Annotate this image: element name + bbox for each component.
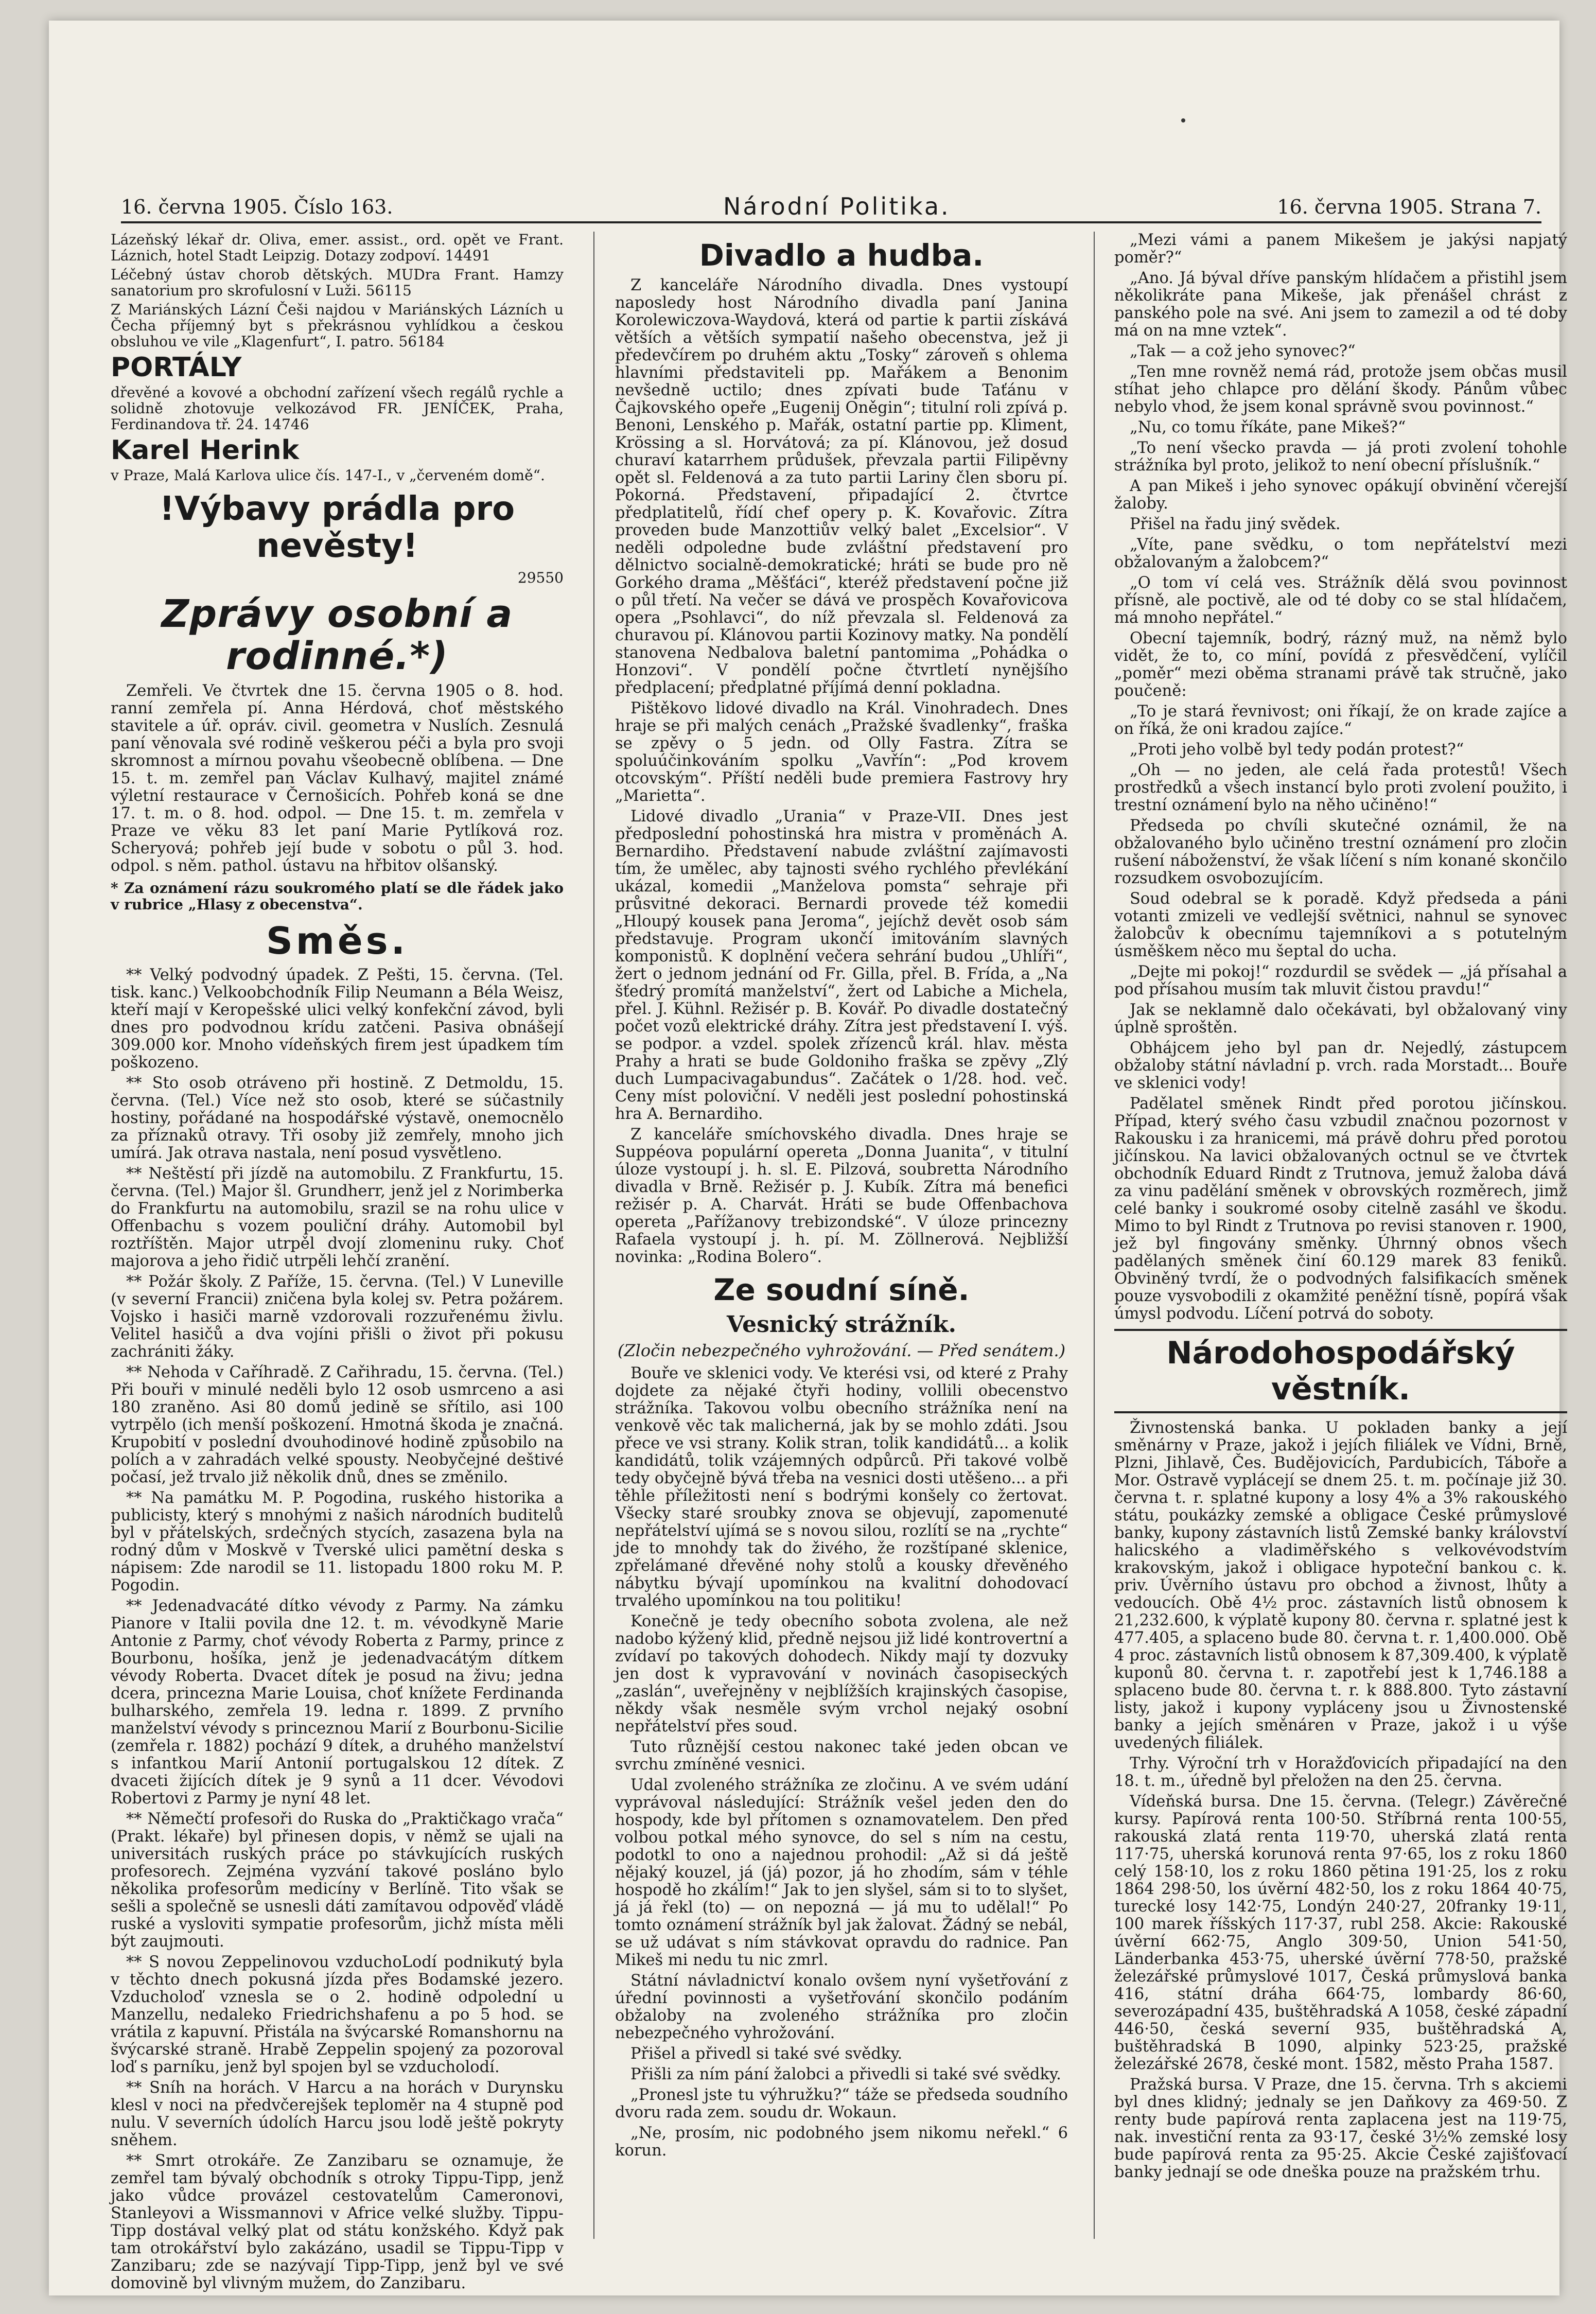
- soud-cont: A pan Mikeš i jeho synovec opákují obvinění včerejší žaloby.: [1114, 477, 1567, 513]
- soud-cont: „Ano. Já býval dříve panským hlídačem a přistihl jsem několikráte pana Mikeše, jak přenášel chrást z panského pole na své. Ani jsem to zamezil a od té doby má on na mne vztek“.: [1114, 269, 1567, 340]
- soud-cont: Soud odebral se k poradě. Když předseda a páni votanti zmizeli ve vedlejší světnici, nahnul se synovec žalobcův k obecnímu tajemníkovi a s potutelným úsměškem něco mu šeptal do ucha.: [1114, 890, 1567, 960]
- smes-item: ** Sníh na horách. V Harcu a na horách v Durynsku klesl v noci na předvčerejšek teploměr na 4 stupně pod nulu. V severních údolích Harcu jsou lodě ještě pokryty sněhem.: [111, 2079, 564, 2149]
- column-divider: [1094, 232, 1095, 2239]
- smes-item: ** Smrt otrokáře. Ze Zanzibaru se oznamuje, že zemřel tam bývalý obchodník s otroky Tippu-Tipp, jenž jako vůdce provázel cestovatelům Cameronovi, Stanleyovi a Wissmannovi v Africe velké služby. Tippu-Tipp dostával velký plat od státu konžského. Když pak tam otrokářství bylo zakázáno, usadil se Tippu-Tipp v Zanzibaru; zde se nazývají Tipp-Tipp, jenž byl ve své domovině byl vlivným mužem, do Zanzibaru.: [111, 2152, 564, 2292]
- ad-portaly-heading: PORTÁLY: [111, 352, 242, 383]
- soud-cont: „Oh — no jeden, ale celá řada protestů! Všech prostředků a všech instancí bylo proti zvolení použito, i trestní oznámení bylo na něho učiněno!“: [1114, 761, 1567, 814]
- soud-paragraph: „Ne, prosím, nic podobného jsem nikomu neřekl.“ 6 korun.: [615, 2124, 1068, 2160]
- smes-item: ** Požár školy. Z Paříže, 15. června. (Tel.) V Luneville (v severní Francii) zničena byla kolej sv. Petra požárem. Vojsko i hasiči marně vzdorovali rozzuřenému živlu. Velitel hasičů a dva vojíni přišli o život při pokusu zachrániti žáky.: [111, 1273, 564, 1361]
- soud-paragraph: Přišli za ním pání žalobci a přivedli si také své svědky.: [630, 2065, 1061, 2083]
- ad-lecebny-ustav: Léčebný ústav chorob dětských. MUDra Frant. Hamzy sanatorium pro skrofulosní v Luži. 56115: [111, 266, 564, 299]
- ink-dot: [1181, 118, 1185, 122]
- soud-cont: Předseda po chvíli skutečné oznámil, že na obžalovaného bylo učiněno trestní oznámení pro zločin rušení náboženství, že však líčení s ním konané skončilo rozsudkem osvobozujícím.: [1114, 817, 1567, 887]
- ad-marianske-lazne: Z Mariánských Lázní Češi najdou v Mariánských Lázních u Čecha příjemný byt s překrásnou vyhlídkou a českou obsluhou ve vile „Klagenfurt“, I. patro. 56184: [111, 301, 564, 350]
- soud-cont: „O tom ví celá ves. Strážník dělá svou povinnost přísně, ale poctivě, ale od té doby co se stal hlídačem, má mnoho nepřátel.“: [1114, 574, 1567, 627]
- vestnik-item: Vídeňská bursa. Dne 15. června. (Telegr.) Závěrečné kursy. Papírová renta 100·50. Stříbrná renta 100·55, rakouská zlatá renta 119·70, uherská zlatá renta 117·75, uherská korunová renta 97·65, los z roku 1860 celý 158·10, los z roku 1860 pětina 191·25, los z roku 1864 298·50, los úvěrní 482·50, los z roku 1864 40·75, turecké losy 142·75, Londýn 240·27, 20franky 19·11, 100 marek říšských 117·37, rubl 258. Akcie: Rakouské úvěrní 662·75, Anglo 309·50, Union 541·50, Länderbanka 453·75, uherské úvěrní 778·50, pražské železářské průmyslové 1017, Česká průmyslová banka 416, státní dráha 664·75, lombardy 86·60, severozápadní 435, buštěhradská A 1058, české západní 446·50, česká severní 935, buštěhradská A, buštěhradská B 1090, alpinky 523·25, pražské železářské 2678, české mont. 1582, město Praha 1587.: [1114, 1793, 1567, 2073]
- soud-paragraph: Udal zvoleného strážníka ze zločinu. A ve svém udání vyprávoval následující: Strážník vešel jeden den do hospody, kde byl přítomen s oznamovatelem. Den před volbou potkal mého synovce, do sel s ním na cestu, podotkl to ono a najednou prohodil: „Až si dá ještě nějaký kouzel, já (já) pozor, já ho zhodím, sám v téhle hospodě ho zkálím!“ Jak to jen slyšel, sám si to to slyšet, já já řekl (to) — on nepozná — já mu to udělal!“ Po tomto oznámení strážník byl jak žalovat. Žádný se nebál, se už udávat s ním stávkovat opravdu do radnice. Pan Mikeš mi nedu tu nic zmrl.: [615, 1776, 1068, 1969]
- newspaper-title: Národní Politika.: [723, 192, 951, 220]
- column-3: [1114, 232, 1567, 2249]
- ad-herink-name: Karel Herink: [111, 435, 300, 466]
- ad-number: 29550: [517, 569, 564, 586]
- vestnik-item: Živnostenská banka. U pokladen banky a její směnárny v Praze, jakož i jejích filiálek ve Vídni, Brně, Plzni, Jihlavě, Čes. Budějovicích, Pardubicích, Táboře a Mor. Ostravě vyplácejí se dnem 25. t. m. počínaje již 30. června t. r. splatné kupony a losy 4% a 3% rakouského státu, poukázky zemské a obligace České průmyslové banky, kupony zástavních listů Zemské banky království halicského a vladiměřského s velkovévodstvím krakovským, jakož i obligace hypoteční bankou c. k. priv. Úvěrního ústavu pro obchod a živnost, lhůty a vedoucích. Obě 4½ proc. zástavních listů obnosem k 21,232.600, k výplatě kupony 80. června r. splatné jest k 477.405, a splaceno bude 80. června t. r. 1,400.000. Obě 4 proc. zástavních listů obnosem k 87,309.400, k výplatě kuponů 80. června t. r. zapotřebí jest k 1,746.188 a splaceno bude 80. června t. r. k 888.800. Tyto zástavní listy, jakož i kupony vypláceny jsou u Živnostenské banky a jejích směnáren v Praze, jakož i u výše uvedených filiálek.: [1114, 1419, 1567, 1752]
- ad-herink-address: v Praze, Malá Karlova ulice čís. 147-I., v „červeném domě“.: [111, 467, 545, 484]
- smes-item: ** Neštěstí při jízdě na automobilu. Z Frankfurtu, 15. června. (Tel.) Major šl. Grundherr, jenž jel z Norimberka do Frankfurtu na automobilu, srazil se na rohu ulice v Offenbachu s vozem pouliční dráhy. Automobil byl roztříštěn. Major utrpěl dvojí zlomeninu ruky. Choť majorova a jeho řidič utrpěli lehčí zranění.: [111, 1165, 564, 1270]
- issue-date-right: 16. června 1905. Strana 7.: [1277, 196, 1541, 218]
- divadlo-item: Pištěkovo lidové divadlo na Král. Vinohradech. Dnes hraje se při malých cenách „Pražské švadlenky“, fraška se zpěvy o 5 jedn. od Olly Fastra. Zítra se spoluúčinkováním spolku „Vavřín“: „Pod krovem otcovským“. Příští neděli bude premiera Fastrovy hry „Marietta“.: [615, 699, 1068, 805]
- column-2: [615, 232, 1068, 2249]
- smenek-article: Padělatel směnek Rindt před porotou jičínskou. Případ, který svého času vzbudil značnou pozornost v Rakousku i za hranicemi, má právě dohru před porotou jičínskou. Na lavici obžalovaných octnul se ve čtvrtek obchodník Eduard Rindt z Trutnova, jemuž žaloba dává za vinu padělání směnek v obrovských rozměrech, jimž celé banky i soukromé osoby citelně zasáhl ve škodu. Mimo to byl Rindt z Trutnova po revisi stanoven r. 1900, jež byl fingovány směnky. Úhrnný obnos všech padělaných směnek činí 60.129 marek 83 feniků. Obviněný tvrdí, že o podvodných falsifikacích směnek pouze vysvobodili z okamžité peněžní tísně, popírá však úmysl podvodu. Líčení potrvá do soboty.: [1114, 1095, 1567, 1323]
- section-title-vestnik: Národohospodářský věstník.: [1114, 1329, 1567, 1413]
- soud-paragraph: „Pronesl jste tu výhružku?“ táže se předseda soudního dvoru rada zem. soudu dr. Wokaun.: [615, 2086, 1068, 2122]
- vestnik-item: Pražská bursa. V Praze, dne 15. června. Trh s akciemi byl dnes klidný; jednaly se jen Daňkovy za 469·50. Z renty bude papírová renta zaplacena jest na 119·75, nak. investiční renta za 93·17, české 3½% zemské losy bude papírová renta za 95·25. Akcie České zajišťovací banky jednají se ode dneška pouze na pražském trhu.: [1114, 2076, 1567, 2181]
- masthead: [121, 190, 1541, 223]
- smes-item: ** Nehoda v Caříhradě. Z Cařihradu, 15. června. (Tel.) Při bouři v minulé neděli bylo 12 osob usmrceno a asi 180 zraněno. Asi 80 domů jedině se sřítilo, asi 100 vytrpělo (ich menší poškození. Hmotná škoda je značná. Krupobití v poslední dvouhodinové hodině způsobilo na polích a v zahradách velké spousty. Neobyčejné deštivé počasí, jež trvalo již několik dnů, dnes se změnilo.: [111, 1363, 564, 1486]
- newspaper-page: [49, 21, 1567, 2295]
- soud-cont: „Mezi vámi a panem Mikešem je jakýsi napjatý poměr?“: [1114, 231, 1567, 267]
- divadlo-item: Lidové divadlo „Urania“ v Praze-VII. Dnes jest předposlední pohostinská hra mistra v proměnách A. Bernardiho. Představení nabude zvláštní zajímavosti tím, že umělec, aby tajnosti svého rychlého převlékání ukázal, komedii „Manželova pomsta“ sehraje při průsvitné dekoraci. Bernardi provede též komedii „Hloupý kousek pana Jeroma“, jejíchž devět osob sám představuje. Program ukončí imitováním slavných komponistů. K doplnění večera sehrání budou „Uhlíři“, žert o jednom jednání od Fr. Gilla, přel. B. Frída, a „Na šťedrý promítá manželství“, žert od Labiche a Michela, přel. J. Kühnl. Režisér p. B. Kovář. Po divadle dostatečný počet vozů elektrické dráhy. Zítra jest představení I. výš. se podpor. a vzdel. spolek zřízenců král. hlav. města Prahy a hrati se bude Goldoniho fraška se zpěvy „Zlý duch Lumpacivagabundus“. Začátek o 1/28. hod. več. Ceny míst poloviční. V neděli jest poslední pohostinská hra A. Bernardiho.: [615, 808, 1068, 1123]
- soud-cont: Přišel na řadu jiný svědek.: [1130, 515, 1341, 533]
- smes-item: ** S novou Zeppelinovou vzduchoLodí podnikutý byla v těchto dnech pokusná jízda přes Bodamské jezero. Vzducholoď vznesla se o 2. hodině odpolední u Manzellu, nedaleko Friedrichshafenu a po 5 hod. se vrátila z kapuvní. Přistála na švýcarské Romanshornu na švýcarské straně. Hrabě Zeppelin spojený za pozoroval loď s parníku, jenž byl spojen byl se vzducholodí.: [111, 1953, 564, 2076]
- smes-item: ** Velký podvodný úpadek. Z Pešti, 15. června. (Tel. tisk. kanc.) Velkoobchodník Filip Neumann a Béla Weisz, kteří mají v Keropešské ulici velký konfekční závod, byli dnes pro podvodnou krídu zatčeni. Pasiva obnášejí 309.000 kor. Mnoho vídeňských firem jest úpadkem tím poškozeno.: [111, 966, 564, 1072]
- footnote: * Za oznámení rázu soukromého platí se dle řádek jako v rubrice „Hlasy z obecenstva“.: [111, 880, 564, 913]
- divadlo-item: Z kanceláře smíchovského divadla. Dnes hraje se Suppéova populární opereta „Donna Juanita“, v titulní úloze vystoupí j. h. sl. E. Pilzová, soubretta Národního divadla v Brně. Režisér p. J. Kubík. Zítra má benefici režisér p. A. Charvát. Hráti se bude Offenbachova opereta „Pařížanovy trebizondské“. V úloze princezny Rafaela vystoupí j. h. pí. M. Zöllnerová. Nejbližší novinka: „Rodina Bolero“.: [615, 1126, 1068, 1266]
- vestnik-item: Trhy. Výroční trh v Horažďovicích připadající na den 18. t. m., úředně byl přeložen na den 25. června.: [1114, 1755, 1567, 1790]
- soud-cont: „To je stará řevnivost; oni říkají, že on krade zajíce a on říká, že oni kradou zajíce.“: [1114, 703, 1567, 738]
- column-divider: [593, 232, 594, 2239]
- article-subtitle: (Zločin nebezpečného vyhrožování. — Před senátem.): [617, 1341, 1066, 1360]
- section-title-smes: Směs.: [266, 919, 408, 962]
- smes-item: ** Jedenadvacáté dítko vévody z Parmy. Na zámku Pianore v Italii povila dne 12. t. m. vévodkyně Marie Antonie z Parmy, choť vévody Roberta z Parmy, prince z Bourbonu, hošíka, jenž je jedenadvacátým dítkem vévody Roberta. Dvacet dítek je posud na živu; jedna dcera, princezna Marie Louisa, choť knížete Ferdinanda bulharského, zemřela 19. ledna r. 1899. Z prvního manželství vévody s princeznou Marií z Bourbonu-Sicilie (zemřela r. 1882) pochází 9 dítek, a druhého manželství s infantkou Marií Antonií portugalskou 12 dítek. Z dvaceti žijících dítek je 9 synů a 11 dcer. Vévodovi Robertovi z Parmy je nyní 48 let.: [111, 1597, 564, 1808]
- soud-cont: Obhájcem jeho byl pan dr. Nejedlý, zástupcem obžaloby státní návladní p. vrch. rada Morstadt... Bouře ve sklenici vody!: [1114, 1039, 1567, 1092]
- article-title-strazník: Vesnický strážník.: [726, 1311, 956, 1338]
- smes-item: ** Na památku M. P. Pogodina, ruského historika a publicisty, který s mnohými z našich národních buditelů byl v přátelských, srdečných stycích, zasazena byla na rodný dům v Moskvě v Tverské ulici pamětní deska s nápisem: Zde narodil se 11. listopadu 1800 roku M. P. Pogodin.: [111, 1489, 564, 1594]
- smes-item: ** Sto osob otráveno při hostině. Z Detmoldu, 15. června. (Tel.) Více než sto osob, které se súčastnily hostiny, pořádané na hospodářské výstavě, onemocnělo za příznaků otravy. Tři osoby již zemřely, mnoho jich umírá. Jak otrava nastala, není posud vysvětleno.: [111, 1074, 564, 1162]
- soud-cont: „Ten mne rovněž nemá rád, protože jsem občas musil stíhat jeho chlapce pro dělání škody. Pánům vůbec nebylo vhod, že jsem konal správně svou povinnost.“: [1114, 363, 1567, 416]
- soud-paragraph: Státní návladnictví konalo ovšem nyní vyšetřování z úřední povinnosti a vyšetřování skončilo podáním obžaloby na zvoleného strážníka pro zločin nebezpečného vyhrožování.: [615, 1972, 1068, 2042]
- soud-cont: „Nu, co tomu říkáte, pane Mikeš?“: [1130, 418, 1406, 436]
- section-title-zpravy: Zprávy osobní a rodinné.*): [161, 592, 513, 678]
- ad-portaly-text: dřevěné a kovové a obchodní zařízení všech regálů rychle a solidně zhotovuje velkozávod FR. JENÍČEK, Praha, Ferdinandova tř. 24. 14746: [111, 384, 564, 433]
- soud-cont: „Tak — a což jeho synovec?“: [1130, 342, 1356, 360]
- section-title-divadlo: Divadlo a hudba.: [699, 238, 984, 273]
- issue-date-left: 16. června 1905. Číslo 163.: [121, 196, 393, 218]
- soud-paragraph: Tuto různější cestou nakonec také jeden obcan ve svrchu zmíněné vesnici.: [615, 1738, 1068, 1774]
- section-title-soud: Ze soudní síně.: [713, 1272, 970, 1307]
- soud-paragraph: Bouře ve sklenici vody. Ve kterési vsi, od které z Prahy dojdete za nějaké čtyři hodiny, vollili obecenstvo strážníka. Takovou volbu obecního strážníka není na venkově věc tak malicherná, jak by se mohlo zdáti. Jsou přece ve vsi strany. Kolik stran, tolik kandidátů... a kolik kandidátů, tolik vzájemných odpůrců. Při takové volbě tedy obyčejně bývá třeba na vesnici dosti utěšeno... a při těhle příležitosti není s bodrými konšely co žertovat. Všecky staré sroubky znova se objevují, zapomenuté nepřátelství ujímá se s novou silou, rozlítí se na „rychte“ jde to mnohdy tak do živého, že rozštípané sklenice, zpřelámané dřevěné nohy stolů a kousky dřevěného nábytku bývají upomínkou na kvalitní dohodovací trvalého upomínkou na tou politiku!: [615, 1364, 1068, 1610]
- divadlo-item: Z kanceláře Národního divadla. Dnes vystoupí naposledy host Národního divadla paní Janina Korolewiczova-Waydová, která od partie k partii získává větších a větších sympatií našeho obecenstva, jež ji předevčírem po druhém aktu „Tosky“ zároveň s ohlema hlavními představiteli pp. Mařákem a Benonim nevšedně uctilo; dnes zpívati bude Taťánu v Čajkovského opeře „Eugenij Oněgin“; titulní roli zpívá p. Benoni, Lenského p. Mařák, ostatní partie pp. Kliment, Krössing a sl. Horvátová; za pí. Klánovou, jež dosud churaví katarrhem průdušek, převzala partii Filipěvny opět sl. Feldenová a za tuto partii Lariny člen sboru pí. Pokorná. Představení, připadající 2. čtvrtce předplatitelů, řídí chef opery p. K. Kovařovic. Zítra proveden bude Manzottiův velký balet „Excelsior“. V neděli odpoledne bude zvláštní představení pro dělnictvo socialně-demokratické; hráti se bude pro ně Gorkého drama „Měšťáci“, kteréž představení počne již o půl třetí. Na večer se dává ve prospěch Kovařovicova opera „Psohlavci“, do níž převzala sl. Feldenová za churavou pí. Klánovou partii Kozinovy matky. Na pondělí stanovena Nedbalova baletní pantomima „Pohádka o Honzovi“. V pondělí počne čtvrtletí nynějšího předplacení; předplatné příjímá denní pokladna.: [615, 276, 1068, 697]
- soud-cont: „Proti jeho volbě byl tedy podán protest?“: [1130, 741, 1464, 759]
- smes-item: ** Němečtí profesoři do Ruska do „Praktičkago vrača“ (Prakt. lékaře) byl přinesen dopis, v němž se ujali na universitách ruských práce po stávkujících ruských profesorech. Zejména vyzvání takové posláno bylo několika profesorům medicíny v Berlíně. Tito však se sešli a společně se usnesli dáti zamítavou odpověď vládě ruské a vysloviti sympatie profesorům, jichž místa měli být zaujmouti.: [111, 1810, 564, 1951]
- soud-cont: Jak se neklamně dalo očekávati, byl obžalovaný viny úplně sproštěn.: [1114, 1001, 1567, 1037]
- soud-paragraph: Konečně je tedy obecního sobota zvolena, ale než nadobo kýžený klid, předně nejsou již lidé kontrovertní a zvídaví po takových dohodech. Nikdy mají ty dozvuky jen dost k vypravování v novinách časopiseckých „zaslán“, uveřejněny v nejblížších krajinských časopise, někdy však nesměle svým vrchol nejaký osobní nepřátelství přes soud.: [615, 1612, 1068, 1736]
- soud-paragraph: Přišel a přivedl si také své svědky.: [630, 2045, 903, 2063]
- soud-cont: „To není všecko pravda — já proti zvolení tohohle strážníka byl proto, jelikož to není obecní příslušník.“: [1114, 439, 1567, 475]
- soud-cont: Obecní tajemník, bodrý, rázný muž, na němž bylo vidět, že to, co míní, povídá z přesvědčení, vylíčil „poměr“ mezi oběma stranami právě tak stručně, jako poučeně:: [1114, 629, 1567, 700]
- ad-vybavy-headline: !Výbavy prádla pro nevěsty!: [159, 490, 515, 565]
- zpravy-text: Zemřeli. Ve čtvrtek dne 15. června 1905 o 8. hod. ranní zemřela pí. Anna Hérdová, choť městského stavitele a úř. opráv. civil. geometra v Nuslích. Zesnulá paní věnovala své rodině veškerou péči a byla pro svoji skromnost a mírnou povahu všeobecně oblíbena. — Dne 15. t. m. zemřel pan Václav Kulhavý, majitel známé výletní restaurace v Černošicích. Pohřeb koná se dne 17. t. m. o 8. hod. odpol. — Dne 15. t. m. zemřela v Praze ve věku 83 let paní Marie Pytlíková roz. Scheryová; pohřeb její bude v sobotu o půl 3. hod. odpol. s něm. pathol. ústavu na hřbitov olšanský.: [111, 682, 564, 875]
- soud-cont: „Dejte mi pokoj!“ rozdurdil se svědek — „já přísahal a pod přísahou musím tak mluvit čistou pravdu!“: [1114, 963, 1567, 998]
- ad-lazensky-lekar: Lázeňský lékař dr. Oliva, emer. assist., ord. opět ve Frant. Láznich, hotel Stadt Leipzig. Dotazy zodpoví. 14491: [111, 231, 564, 264]
- soud-cont: „Víte, pane svědku, o tom nepřátelství mezi obžalovaným a žalobcem?“: [1114, 536, 1567, 571]
- column-1: [111, 231, 564, 2292]
